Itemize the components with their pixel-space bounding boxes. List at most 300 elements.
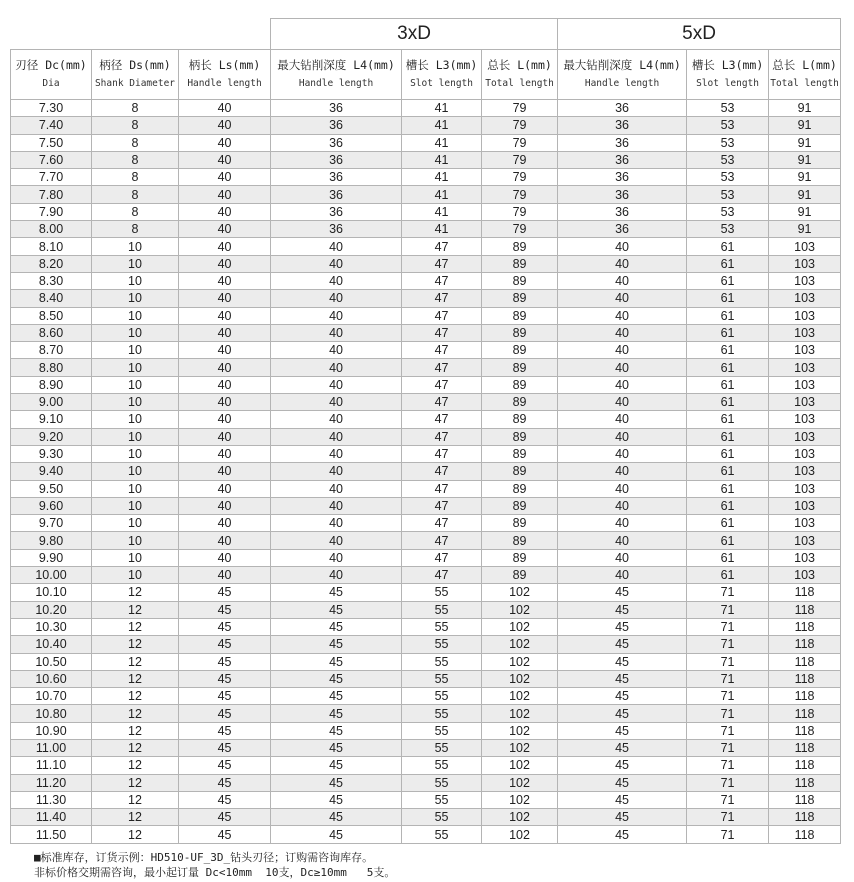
- table-cell: 45: [558, 653, 687, 670]
- table-cell: 36: [271, 134, 402, 151]
- table-cell: 103: [769, 324, 841, 341]
- table-cell: 47: [402, 376, 482, 393]
- table-cell: 79: [482, 221, 558, 238]
- table-cell: 12: [92, 636, 179, 653]
- table-cell: 61: [687, 290, 769, 307]
- table-cell: 40: [271, 445, 402, 462]
- group-5xd: 5xD: [558, 19, 841, 50]
- table-cell: 12: [92, 809, 179, 826]
- table-cell: 45: [558, 636, 687, 653]
- table-cell: 40: [271, 342, 402, 359]
- header-cn: 总长 L(mm): [772, 58, 837, 72]
- table-cell: 36: [558, 134, 687, 151]
- table-cell: 40: [271, 324, 402, 341]
- table-row: [11, 722, 841, 739]
- table-cell: 12: [92, 601, 179, 618]
- table-cell: 36: [558, 117, 687, 134]
- table-cell: 71: [687, 636, 769, 653]
- table-cell: 8: [92, 117, 179, 134]
- table-cell: 55: [402, 757, 482, 774]
- table-cell: 102: [482, 601, 558, 618]
- table-cell: 53: [687, 151, 769, 168]
- table-cell: 10.80: [11, 705, 92, 722]
- table-cell: 61: [687, 549, 769, 566]
- table-cell: 40: [558, 238, 687, 255]
- table-cell: 10.20: [11, 601, 92, 618]
- table-cell: 40: [271, 307, 402, 324]
- table-cell: 102: [482, 774, 558, 791]
- table-cell: 103: [769, 272, 841, 289]
- header-cn: 总长 L(mm): [487, 58, 552, 72]
- table-cell: 40: [271, 463, 402, 480]
- table-cell: 40: [179, 445, 271, 462]
- table-cell: 9.60: [11, 497, 92, 514]
- table-cell: 40: [271, 428, 402, 445]
- table-cell: 45: [271, 618, 402, 635]
- table-row: [11, 100, 841, 117]
- table-cell: 55: [402, 774, 482, 791]
- table-cell: 11.20: [11, 774, 92, 791]
- table-cell: 47: [402, 342, 482, 359]
- table-cell: 45: [179, 636, 271, 653]
- table-row: [11, 290, 841, 307]
- table-cell: 53: [687, 186, 769, 203]
- table-row: [11, 307, 841, 324]
- table-cell: 45: [179, 791, 271, 808]
- table-cell: 47: [402, 307, 482, 324]
- table-cell: 61: [687, 376, 769, 393]
- table-cell: 89: [482, 428, 558, 445]
- table-cell: 45: [179, 584, 271, 601]
- table-cell: 55: [402, 636, 482, 653]
- table-cell: 8.60: [11, 324, 92, 341]
- table-row: [11, 705, 841, 722]
- table-row: [11, 117, 841, 134]
- table-cell: 41: [402, 134, 482, 151]
- table-cell: 102: [482, 809, 558, 826]
- table-cell: 9.70: [11, 515, 92, 532]
- table-cell: 9.10: [11, 411, 92, 428]
- table-cell: 89: [482, 272, 558, 289]
- table-cell: 89: [482, 532, 558, 549]
- table-cell: 8.70: [11, 342, 92, 359]
- table-cell: 89: [482, 515, 558, 532]
- table-row: [11, 255, 841, 272]
- table-cell: 10: [92, 238, 179, 255]
- table-cell: 71: [687, 757, 769, 774]
- table-cell: 45: [271, 688, 402, 705]
- table-cell: 91: [769, 186, 841, 203]
- table-cell: 71: [687, 688, 769, 705]
- table-cell: 102: [482, 670, 558, 687]
- table-cell: 8: [92, 203, 179, 220]
- table-cell: 40: [179, 255, 271, 272]
- table-cell: 55: [402, 584, 482, 601]
- table-cell: 10: [92, 532, 179, 549]
- table-row: [11, 791, 841, 808]
- table-cell: 40: [179, 169, 271, 186]
- table-cell: 36: [271, 117, 402, 134]
- table-cell: 8.10: [11, 238, 92, 255]
- table-cell: 10.30: [11, 618, 92, 635]
- table-cell: 89: [482, 290, 558, 307]
- table-cell: 47: [402, 238, 482, 255]
- drill-spec-table: [10, 18, 841, 844]
- table-cell: 40: [271, 376, 402, 393]
- table-cell: 45: [179, 739, 271, 756]
- blank-group-cell: [11, 19, 271, 50]
- col-header-depth-3xd: [271, 50, 402, 100]
- table-cell: 102: [482, 584, 558, 601]
- table-cell: 8: [92, 151, 179, 168]
- table-cell: 91: [769, 203, 841, 220]
- table-cell: 102: [482, 653, 558, 670]
- table-cell: 47: [402, 255, 482, 272]
- table-row: [11, 272, 841, 289]
- table-cell: 36: [271, 203, 402, 220]
- header-en: Handle length: [584, 78, 660, 89]
- table-cell: 10: [92, 272, 179, 289]
- header-cn: 槽长 L3(mm): [691, 58, 764, 72]
- table-cell: 36: [271, 151, 402, 168]
- table-cell: 45: [179, 826, 271, 843]
- table-cell: 61: [687, 411, 769, 428]
- table-cell: 102: [482, 791, 558, 808]
- table-cell: 102: [482, 757, 558, 774]
- table-cell: 45: [271, 584, 402, 601]
- table-cell: 103: [769, 515, 841, 532]
- table-row: [11, 653, 841, 670]
- table-row: [11, 774, 841, 791]
- table-cell: 91: [769, 221, 841, 238]
- table-cell: 71: [687, 601, 769, 618]
- table-cell: 10.50: [11, 653, 92, 670]
- table-cell: 118: [769, 618, 841, 635]
- table-cell: 79: [482, 151, 558, 168]
- table-cell: 61: [687, 342, 769, 359]
- table-cell: 79: [482, 134, 558, 151]
- table-cell: 103: [769, 463, 841, 480]
- table-cell: 9.00: [11, 394, 92, 411]
- table-cell: 40: [179, 428, 271, 445]
- col-header-depth-5xd: [558, 50, 687, 100]
- table-cell: 79: [482, 169, 558, 186]
- table-cell: 40: [558, 567, 687, 584]
- table-cell: 45: [271, 722, 402, 739]
- table-cell: 40: [179, 532, 271, 549]
- table-cell: 45: [558, 826, 687, 843]
- table-cell: 40: [179, 100, 271, 117]
- table-row: [11, 826, 841, 843]
- table-cell: 10: [92, 307, 179, 324]
- table-cell: 11.50: [11, 826, 92, 843]
- table-cell: 102: [482, 826, 558, 843]
- table-cell: 7.40: [11, 117, 92, 134]
- col-header-handle: [179, 50, 271, 100]
- table-cell: 45: [558, 739, 687, 756]
- table-cell: 40: [271, 497, 402, 514]
- table-cell: 53: [687, 203, 769, 220]
- header-cn: 柄径 Ds(mm): [99, 58, 171, 72]
- table-cell: 61: [687, 359, 769, 376]
- table-row: [11, 411, 841, 428]
- table-cell: 9.20: [11, 428, 92, 445]
- table-cell: 40: [558, 428, 687, 445]
- table-cell: 103: [769, 428, 841, 445]
- table-cell: 41: [402, 117, 482, 134]
- table-cell: 55: [402, 809, 482, 826]
- table-cell: 7.90: [11, 203, 92, 220]
- table-cell: 36: [271, 169, 402, 186]
- table-cell: 103: [769, 238, 841, 255]
- table-cell: 40: [179, 307, 271, 324]
- table-cell: 10: [92, 567, 179, 584]
- table-cell: 10: [92, 290, 179, 307]
- table-cell: 40: [558, 463, 687, 480]
- table-row: [11, 618, 841, 635]
- table-cell: 71: [687, 653, 769, 670]
- table-cell: 45: [271, 809, 402, 826]
- table-cell: 103: [769, 445, 841, 462]
- table-cell: 40: [271, 549, 402, 566]
- table-cell: 36: [558, 221, 687, 238]
- note-line-2: 非标价格交期需咨询，最小起订量 Dc<10mm 10支，Dc≥10mm 5支。: [34, 866, 396, 879]
- table-body: [11, 100, 841, 844]
- table-cell: 12: [92, 705, 179, 722]
- table-cell: 8.30: [11, 272, 92, 289]
- table-cell: 71: [687, 791, 769, 808]
- header-en: Handle length: [187, 78, 262, 89]
- table-cell: 40: [179, 376, 271, 393]
- table-cell: 61: [687, 307, 769, 324]
- table-cell: 10: [92, 255, 179, 272]
- table-cell: 40: [558, 394, 687, 411]
- table-cell: 40: [179, 497, 271, 514]
- table-cell: 12: [92, 584, 179, 601]
- table-row: [11, 169, 841, 186]
- table-cell: 40: [271, 272, 402, 289]
- table-cell: 10.60: [11, 670, 92, 687]
- table-cell: 45: [271, 739, 402, 756]
- table-cell: 45: [179, 688, 271, 705]
- table-cell: 89: [482, 549, 558, 566]
- table-cell: 102: [482, 636, 558, 653]
- table-cell: 55: [402, 688, 482, 705]
- table-cell: 45: [558, 618, 687, 635]
- table-cell: 11.30: [11, 791, 92, 808]
- table-cell: 7.60: [11, 151, 92, 168]
- table-cell: 12: [92, 618, 179, 635]
- header-en: Slot length: [410, 78, 473, 89]
- table-cell: 7.30: [11, 100, 92, 117]
- table-row: [11, 688, 841, 705]
- table-cell: 40: [179, 342, 271, 359]
- table-cell: 8.90: [11, 376, 92, 393]
- header-cn: 刃径 Dc(mm): [15, 58, 87, 72]
- table-cell: 9.40: [11, 463, 92, 480]
- table-cell: 45: [271, 705, 402, 722]
- table-cell: 61: [687, 497, 769, 514]
- table-cell: 45: [271, 774, 402, 791]
- table-cell: 45: [179, 670, 271, 687]
- table-cell: 45: [179, 809, 271, 826]
- table-cell: 45: [271, 601, 402, 618]
- table-cell: 71: [687, 809, 769, 826]
- table-cell: 118: [769, 653, 841, 670]
- table-cell: 103: [769, 532, 841, 549]
- table-cell: 40: [558, 515, 687, 532]
- table-cell: 40: [558, 290, 687, 307]
- table-cell: 45: [179, 774, 271, 791]
- table-cell: 40: [179, 515, 271, 532]
- table-cell: 61: [687, 463, 769, 480]
- table-cell: 40: [271, 255, 402, 272]
- table-cell: 9.30: [11, 445, 92, 462]
- table-cell: 91: [769, 100, 841, 117]
- table-cell: 10: [92, 497, 179, 514]
- table-cell: 40: [179, 480, 271, 497]
- table-cell: 8.20: [11, 255, 92, 272]
- table-cell: 40: [179, 394, 271, 411]
- table-cell: 12: [92, 739, 179, 756]
- table-cell: 89: [482, 342, 558, 359]
- table-cell: 10: [92, 376, 179, 393]
- table-cell: 11.00: [11, 739, 92, 756]
- table-cell: 47: [402, 549, 482, 566]
- table-cell: 47: [402, 428, 482, 445]
- table-cell: 45: [558, 774, 687, 791]
- table-cell: 71: [687, 584, 769, 601]
- table-cell: 40: [558, 359, 687, 376]
- table-cell: 12: [92, 774, 179, 791]
- table-cell: 40: [179, 238, 271, 255]
- table-cell: 11.40: [11, 809, 92, 826]
- table-cell: 40: [558, 307, 687, 324]
- table-cell: 118: [769, 584, 841, 601]
- table-cell: 45: [271, 670, 402, 687]
- table-cell: 8.40: [11, 290, 92, 307]
- table-cell: 40: [271, 359, 402, 376]
- table-cell: 45: [558, 705, 687, 722]
- table-cell: 10.00: [11, 567, 92, 584]
- table-cell: 53: [687, 221, 769, 238]
- table-cell: 79: [482, 100, 558, 117]
- table-cell: 9.80: [11, 532, 92, 549]
- table-row: [11, 238, 841, 255]
- table-cell: 45: [558, 584, 687, 601]
- table-cell: 47: [402, 290, 482, 307]
- table-cell: 45: [558, 757, 687, 774]
- table-cell: 40: [558, 480, 687, 497]
- table-cell: 118: [769, 809, 841, 826]
- table-cell: 61: [687, 324, 769, 341]
- table-cell: 45: [179, 618, 271, 635]
- table-cell: 118: [769, 705, 841, 722]
- table-cell: 61: [687, 445, 769, 462]
- table-cell: 71: [687, 739, 769, 756]
- table-cell: 89: [482, 376, 558, 393]
- table-cell: 47: [402, 532, 482, 549]
- table-cell: 45: [558, 791, 687, 808]
- table-cell: 45: [558, 809, 687, 826]
- table-cell: 61: [687, 394, 769, 411]
- table-cell: 40: [558, 411, 687, 428]
- table-cell: 53: [687, 134, 769, 151]
- column-header-row: [11, 50, 841, 100]
- table-cell: 12: [92, 826, 179, 843]
- col-header-dia: [11, 50, 92, 100]
- table-cell: 89: [482, 255, 558, 272]
- header-cn: 最大钻削深度 L4(mm): [563, 58, 681, 72]
- table-cell: 10.40: [11, 636, 92, 653]
- table-cell: 118: [769, 757, 841, 774]
- table-cell: 89: [482, 238, 558, 255]
- table-cell: 40: [558, 272, 687, 289]
- table-cell: 47: [402, 445, 482, 462]
- table-cell: 118: [769, 670, 841, 687]
- table-cell: 8.00: [11, 221, 92, 238]
- table-row: [11, 428, 841, 445]
- table-cell: 40: [179, 272, 271, 289]
- header-en: Total length: [485, 78, 554, 89]
- table-cell: 40: [179, 549, 271, 566]
- table-cell: 45: [271, 791, 402, 808]
- table-cell: 47: [402, 480, 482, 497]
- table-cell: 10: [92, 480, 179, 497]
- table-cell: 61: [687, 515, 769, 532]
- table-cell: 89: [482, 394, 558, 411]
- table-row: [11, 463, 841, 480]
- table-row: [11, 445, 841, 462]
- table-cell: 36: [271, 186, 402, 203]
- table-cell: 40: [558, 445, 687, 462]
- table-cell: 102: [482, 722, 558, 739]
- table-cell: 8.50: [11, 307, 92, 324]
- table-cell: 8: [92, 169, 179, 186]
- table-cell: 71: [687, 618, 769, 635]
- table-row: [11, 342, 841, 359]
- table-row: [11, 739, 841, 756]
- table-cell: 40: [179, 186, 271, 203]
- table-row: [11, 532, 841, 549]
- table-cell: 10.90: [11, 722, 92, 739]
- table-cell: 10: [92, 515, 179, 532]
- table-cell: 61: [687, 255, 769, 272]
- table-row: [11, 636, 841, 653]
- col-header-total-3xd: [482, 50, 558, 100]
- table-cell: 10: [92, 411, 179, 428]
- col-header-shank: [92, 50, 179, 100]
- table-cell: 40: [179, 151, 271, 168]
- table-cell: 47: [402, 324, 482, 341]
- table-cell: 103: [769, 290, 841, 307]
- header-en: Handle length: [298, 78, 374, 89]
- table-row: [11, 809, 841, 826]
- table-cell: 40: [558, 532, 687, 549]
- table-cell: 89: [482, 445, 558, 462]
- table-cell: 55: [402, 791, 482, 808]
- table-cell: 55: [402, 618, 482, 635]
- table-cell: 10: [92, 394, 179, 411]
- table-cell: 89: [482, 411, 558, 428]
- table-cell: 41: [402, 221, 482, 238]
- table-cell: 103: [769, 480, 841, 497]
- table-cell: 103: [769, 342, 841, 359]
- table-cell: 71: [687, 722, 769, 739]
- note-line-1: ■标准库存，订货示例：HD510-UF_3D_钻头刃径；订购需咨询库存。: [34, 851, 374, 864]
- table-cell: 47: [402, 515, 482, 532]
- table-cell: 40: [271, 290, 402, 307]
